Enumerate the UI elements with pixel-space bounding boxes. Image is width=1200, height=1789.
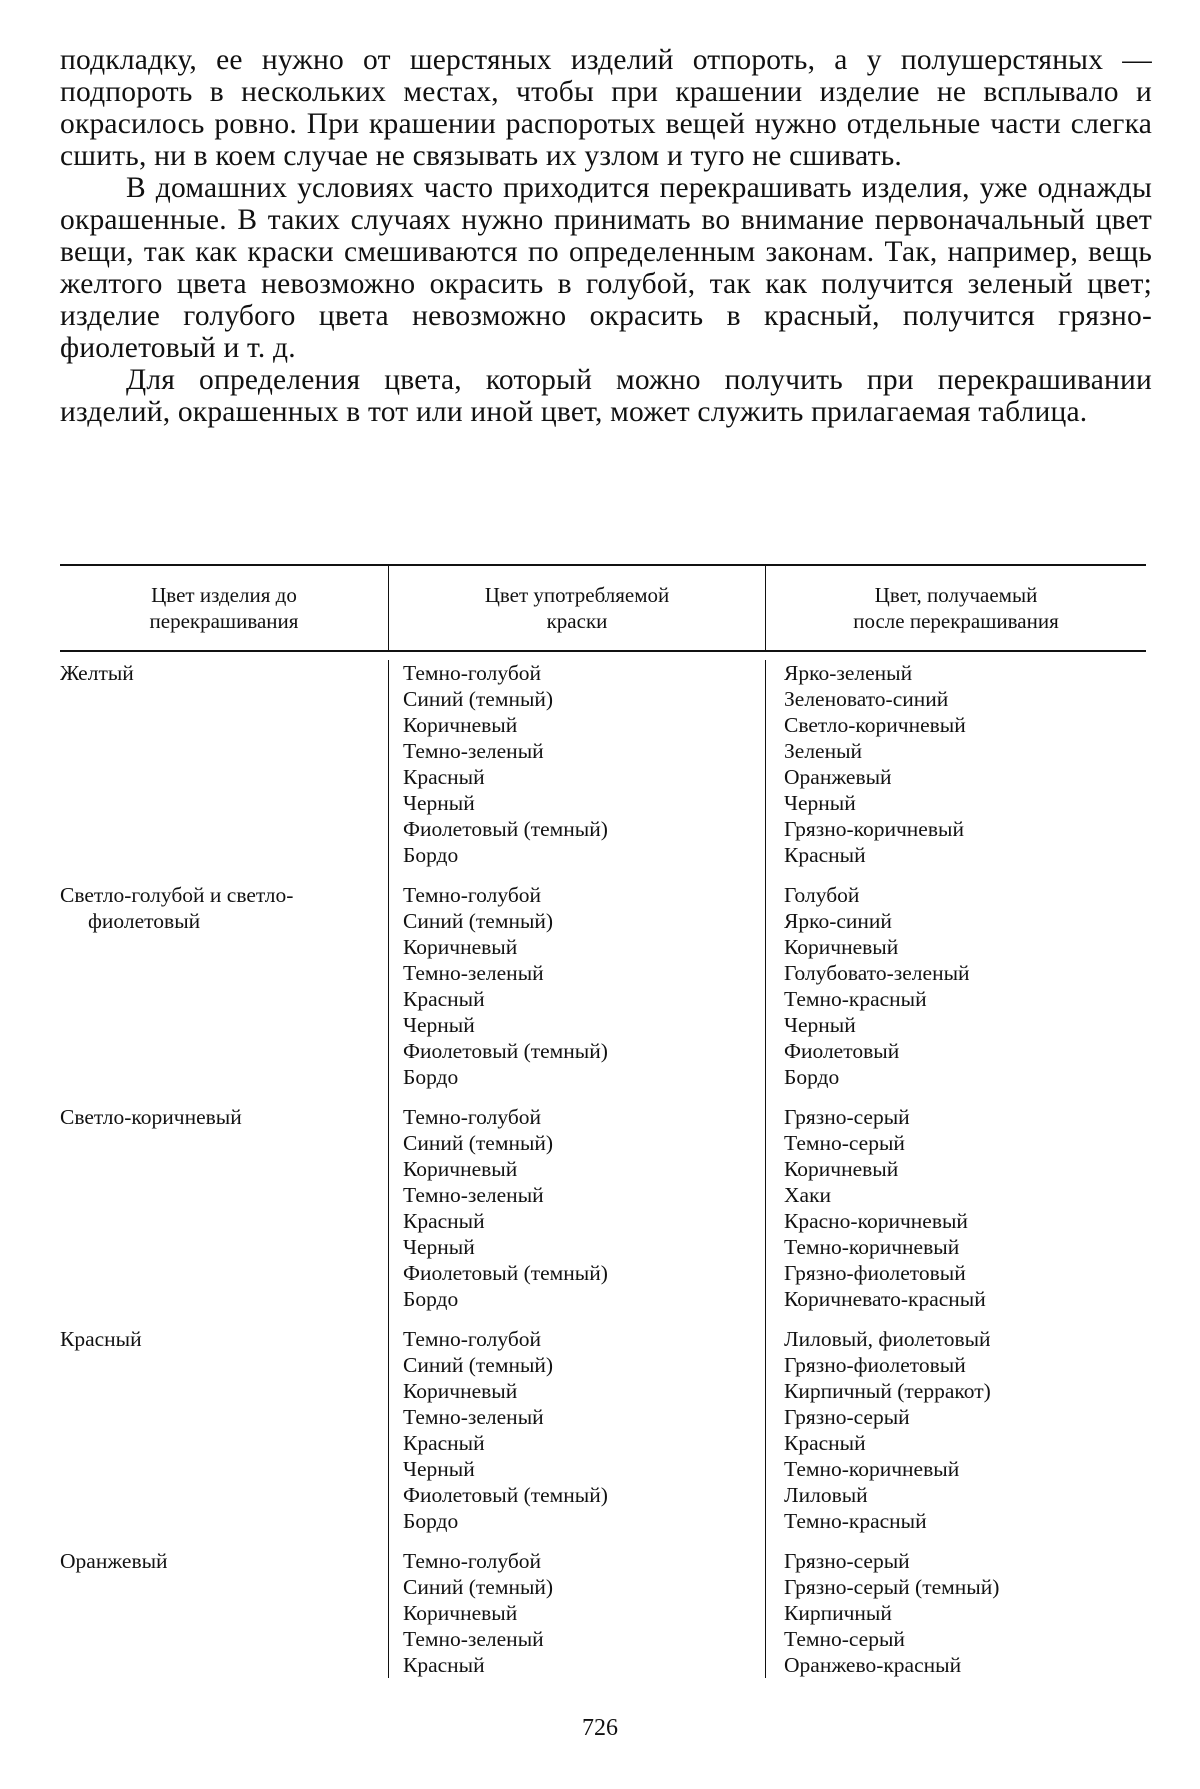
result-color-cell: Оранжевый — [784, 765, 892, 789]
result-color-cell: Лиловый — [784, 1483, 868, 1507]
result-color-cell: Лиловый, фиолетовый — [784, 1327, 991, 1351]
header-original-color: Цвет изделия до перекрашивания — [149, 583, 299, 633]
dye-color-cell: Красный — [403, 1431, 485, 1455]
result-color-cell: Ярко-синий — [784, 909, 892, 933]
group-original — [60, 1326, 380, 1534]
result-color-cell: Грязно-коричневый — [784, 817, 964, 841]
group-results — [784, 1104, 1146, 1312]
result-color-cell: Грязно-серый (темный) — [784, 1575, 1000, 1599]
dye-color-cell: Синий (темный) — [403, 1575, 554, 1599]
result-color-cell: Красный — [784, 1431, 866, 1455]
group-original — [60, 882, 380, 1090]
result-color-cell: Грязно-серый — [784, 1105, 910, 1129]
original-color-cell: фиолетовый — [88, 909, 201, 933]
result-color-cell: Черный — [784, 1013, 856, 1037]
dye-color-cell: Коричневый — [403, 935, 518, 959]
dye-color-cell: Синий (темный) — [403, 687, 554, 711]
dye-color-cell: Фиолетовый (темный) — [403, 1039, 608, 1063]
original-color-cell: Желтый — [60, 661, 134, 685]
page-number: 726 — [582, 1715, 618, 1741]
dye-color-cell: Темно-голубой — [403, 661, 542, 685]
result-color-cell: Грязно-серый — [784, 1549, 910, 1573]
header-dye-color: Цвет употребляемой краски — [388, 566, 766, 650]
result-color-cell: Кирпичный (терракот) — [784, 1379, 991, 1403]
result-color-cell: Хаки — [784, 1183, 832, 1207]
group-original — [60, 660, 380, 868]
column-result-color — [766, 660, 1146, 1678]
body-text — [60, 44, 1152, 428]
dye-color-cell: Темно-голубой — [403, 1549, 542, 1573]
dye-color-cell: Коричневый — [403, 713, 518, 737]
dye-color-cell: Бордо — [403, 1287, 459, 1311]
result-color-cell: Темно-красный — [784, 987, 927, 1011]
dye-color-cell: Бордо — [403, 1065, 459, 1089]
dye-color-cell: Фиолетовый (темный) — [403, 817, 608, 841]
dye-color-cell: Темно-зеленый — [403, 1183, 544, 1207]
dye-color-cell: Красный — [403, 1209, 485, 1233]
dye-color-cell: Черный — [403, 791, 475, 815]
result-color-cell: Черный — [784, 791, 856, 815]
result-color-cell: Ярко-зеленый — [784, 661, 913, 685]
result-color-cell: Коричневый — [784, 1157, 899, 1181]
dye-color-cell: Черный — [403, 1235, 475, 1259]
dye-color-cell: Темно-голубой — [403, 883, 542, 907]
result-color-cell: Темно-красный — [784, 1509, 927, 1533]
dye-color-cell: Бордо — [403, 843, 459, 867]
result-color-cell: Темно-серый — [784, 1627, 905, 1651]
result-color-cell: Темно-коричневый — [784, 1457, 960, 1481]
dye-color-cell: Синий (темный) — [403, 909, 554, 933]
result-color-cell: Зеленовато-синий — [784, 687, 949, 711]
original-color-cell: Светло-коричневый — [60, 1105, 242, 1129]
result-color-cell: Оранжево-красный — [784, 1653, 962, 1677]
dye-color-cell: Коричневый — [403, 1379, 518, 1403]
result-color-cell: Темно-коричневый — [784, 1235, 960, 1259]
group-dyes — [403, 882, 765, 1090]
dye-color-cell: Фиолетовый (темный) — [403, 1261, 608, 1285]
table-header — [60, 566, 1146, 652]
group-original — [60, 1104, 380, 1312]
group-results — [784, 660, 1146, 868]
result-color-cell: Голубовато-зеленый — [784, 961, 970, 985]
dye-color-cell: Синий (темный) — [403, 1353, 554, 1377]
recolor-table — [60, 564, 1146, 1678]
group-results — [784, 1326, 1146, 1534]
dye-color-cell: Фиолетовый (темный) — [403, 1483, 608, 1507]
original-color-cell: Красный — [60, 1327, 142, 1351]
paragraph: Для определения цвета, который можно получить при перекрашивании изделий, окрашенных в тот или иной цвет, может служить прилагаемая таблица. — [60, 364, 1152, 428]
group-results — [784, 882, 1146, 1090]
group-dyes — [403, 660, 765, 868]
dye-color-cell: Темно-зеленый — [403, 1405, 544, 1429]
result-color-cell: Кирпичный — [784, 1601, 892, 1625]
dye-color-cell: Темно-зеленый — [403, 961, 544, 985]
dye-color-cell: Коричневый — [403, 1601, 518, 1625]
dye-color-cell: Красный — [403, 987, 485, 1011]
result-color-cell: Красный — [784, 843, 866, 867]
dye-color-cell: Темно-зеленый — [403, 1627, 544, 1651]
result-color-cell: Бордо — [784, 1065, 840, 1089]
result-color-cell: Грязно-серый — [784, 1405, 910, 1429]
group-dyes — [403, 1104, 765, 1312]
result-color-cell: Темно-серый — [784, 1131, 905, 1155]
column-original-color — [60, 660, 388, 1678]
result-color-cell: Грязно-фиолетовый — [784, 1261, 966, 1285]
dye-color-cell: Бордо — [403, 1509, 459, 1533]
dye-color-cell: Черный — [403, 1013, 475, 1037]
group-results — [784, 1548, 1146, 1678]
result-color-cell: Зеленый — [784, 739, 863, 763]
dye-color-cell: Черный — [403, 1457, 475, 1481]
group-original — [60, 1548, 380, 1678]
result-color-cell: Коричневый — [784, 935, 899, 959]
dye-color-cell: Темно-зеленый — [403, 739, 544, 763]
paragraph: В домашних условиях часто приходится перекрашивать изделия, уже однажды окрашенные. В таких случаях нужно принимать во внимание первоначальный цвет вещи, так как краски смешиваются по определенным законам. Так, например, вещь желтого цвета невозможно окрасить в голубой, так как получится зеленый цвет; изделие голубого цвета невозможно окрасить в красный, получится грязно-фиолетовый и т. д. — [60, 172, 1152, 364]
dye-color-cell: Темно-голубой — [403, 1105, 542, 1129]
group-dyes — [403, 1326, 765, 1534]
dye-color-cell: Коричневый — [403, 1157, 518, 1181]
dye-color-cell: Красный — [403, 1653, 485, 1677]
dye-color-cell: Синий (темный) — [403, 1131, 554, 1155]
result-color-cell: Красно-коричневый — [784, 1209, 968, 1233]
paragraph: подкладку, ее нужно от шерстяных изделий отпороть, а у полушерстяных — подпороть в нескольких местах, чтобы при крашении изделие не всплывало и окрасилось ровно. При крашении распоротых вещей нужно отдельные части слегка сшить, ни в коем случае не связывать их узлом и туго не сшивать. — [60, 44, 1152, 172]
column-dye-color — [388, 660, 766, 1678]
original-color-cell: Оранжевый — [60, 1549, 168, 1573]
group-dyes — [403, 1548, 765, 1678]
dye-color-cell: Темно-голубой — [403, 1327, 542, 1351]
result-color-cell: Грязно-фиолетовый — [784, 1353, 966, 1377]
original-color-cell: Светло-голубой и светло- — [60, 883, 294, 907]
header-result-color: Цвет, получаемый после перекрашивания — [853, 583, 1059, 633]
result-color-cell: Светло-коричневый — [784, 713, 966, 737]
dye-color-cell: Красный — [403, 765, 485, 789]
result-color-cell: Коричневато-красный — [784, 1287, 986, 1311]
table-body — [60, 652, 1146, 1678]
result-color-cell: Фиолетовый — [784, 1039, 900, 1063]
result-color-cell: Голубой — [784, 883, 860, 907]
